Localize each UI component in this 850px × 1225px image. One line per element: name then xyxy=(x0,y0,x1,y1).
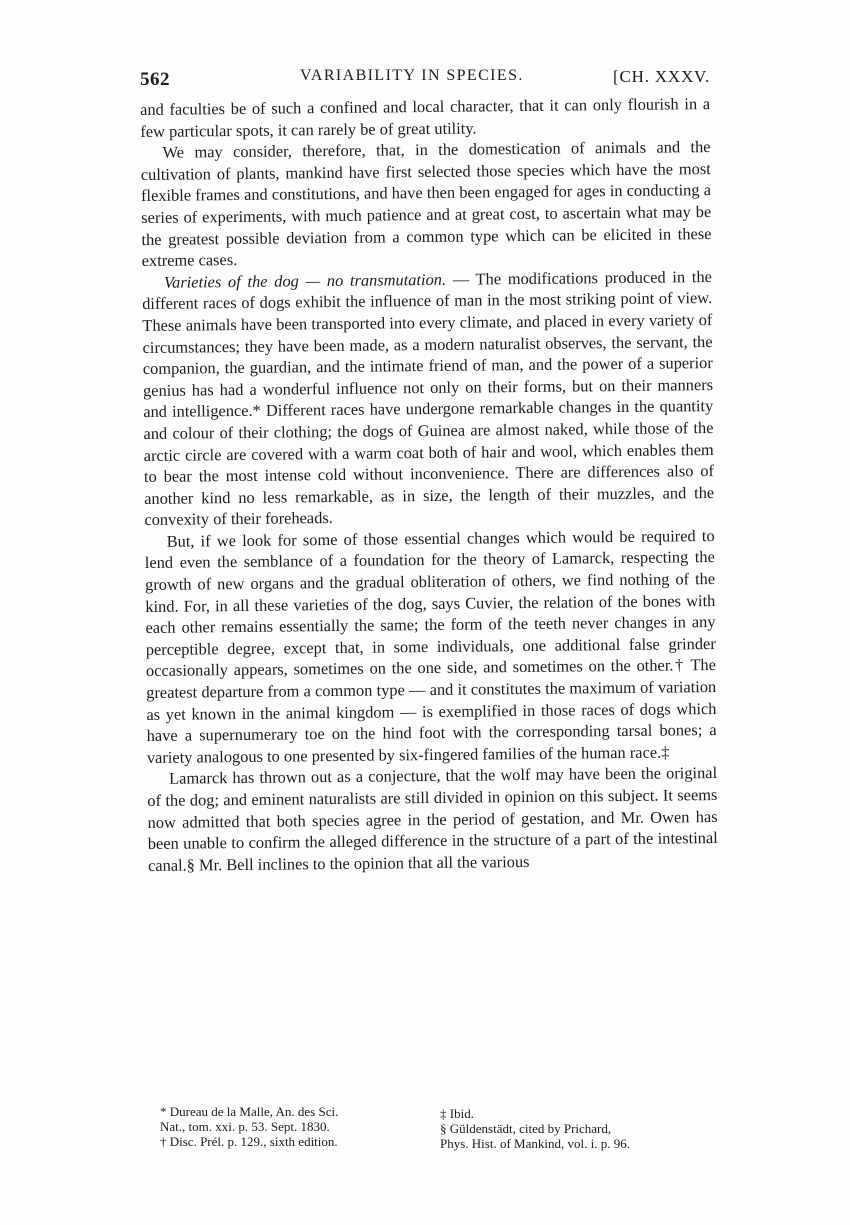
paragraph xyxy=(142,266,715,531)
footnote-line: Phys. Hist. of Mankind, vol. i. p. 96. xyxy=(440,1136,630,1151)
footnote-line: Nat., tom. xxi. p. 53. Sept. 1830. xyxy=(160,1119,330,1134)
paragraph-text: But, if we look for some of those essential changes which would be required to lend even the semblance of a foundation for the theory of Lamarck, respecting the growth of new organs and the gradual obliteration of others, we find nothing of the kind. For, in all these varieties of the dog, says Cuvier, the relation of the bones with each other remains essentially the same; the form of the teeth never changes in any perceptible degree, except that, in some individuals, one additional false grinder occasionally appears, sometimes on the one side, and sometimes on the other.† The greatest departure from a common type — and it constitutes the maximum of variation as yet known in the animal kingdom — is exemplified in those races of dogs which have a supernumerary toe on the hind foot with the corresponding tarsal bones; a variety analogous to one presented by six-fingered families of the human race.‡ xyxy=(144,525,717,767)
footnotes-left-column xyxy=(160,1104,430,1149)
paragraph xyxy=(140,136,711,272)
paragraph xyxy=(145,525,717,768)
footnotes-right-column xyxy=(440,1106,715,1151)
page-number: 562 xyxy=(140,69,170,90)
body-text xyxy=(140,93,718,876)
paragraph-text: We may consider, therefore, that, in the domestication of animals and the cultivation of plants, mankind have first selected those species which have the most flexible frames and constitutions, and have then been engaged for ages in conducting a series of experiments, with much patience and at great cost, to ascertain what may be the greatest possible deviation from a common type which can be elicited in these extreme cases. xyxy=(140,137,712,271)
footnote-line: ‡ Ibid. xyxy=(440,1106,474,1121)
paragraph-text: Lamarck has thrown out as a conjecture, that the wolf may have been the original of the dog; and eminent naturalists are still divided in opinion on this subject. It seems now admitted that both species agree in the period of gestation, and Mr. Owen has been unable to confirm the alleged difference in the structure of a part of the intestinal canal.§ Mr. Bell inclines to the opinion that all the various xyxy=(147,763,718,875)
footnote-line: † Disc. Prél. p. 129., sixth edition. xyxy=(160,1134,338,1149)
paragraph-text: and faculties be of such a confined and local character, that it can only flourish in a few particular spots, it can rarely be of great utility. xyxy=(140,94,711,141)
chapter-label: [CH. XXXV. xyxy=(613,67,710,86)
footnote-line: * Dureau de la Malle, An. des Sci. xyxy=(160,1104,339,1119)
footnote-line: § Güldenstädt, cited by Prichard, xyxy=(440,1121,612,1136)
paragraph-text: — The modifications produced in the different races of dogs exhibit the influence of man in the most striking point of view. These animals have been transported into every climate, and placed in every variety of circumstances; they have been made, as a modern naturalist observes, the servant, the companion, the guardian, and the intimate friend of man, and the power of a superior genius has had a wonderful influence not only on their forms, but on their manners and intelligence.* Different races have undergone remarkable changes in the quantity and colour of their clothing; the dogs of Guinea are almost naked, while those of the arctic circle are covered with a warm coat both of hair and wool, which enables them to bear the most intense cold without inconvenience. There are differences also of another kind no less remarkable, as in size, the length of their muzzles, and the convexity of their foreheads. xyxy=(142,266,715,530)
section-sidenote: Varieties of the dog — no transmutation. xyxy=(163,269,447,292)
footnotes xyxy=(160,1104,715,1164)
paragraph xyxy=(147,762,718,876)
paragraph xyxy=(140,93,710,142)
running-title: VARIABILITY IN SPECIES. xyxy=(300,67,524,84)
running-header xyxy=(140,63,710,93)
